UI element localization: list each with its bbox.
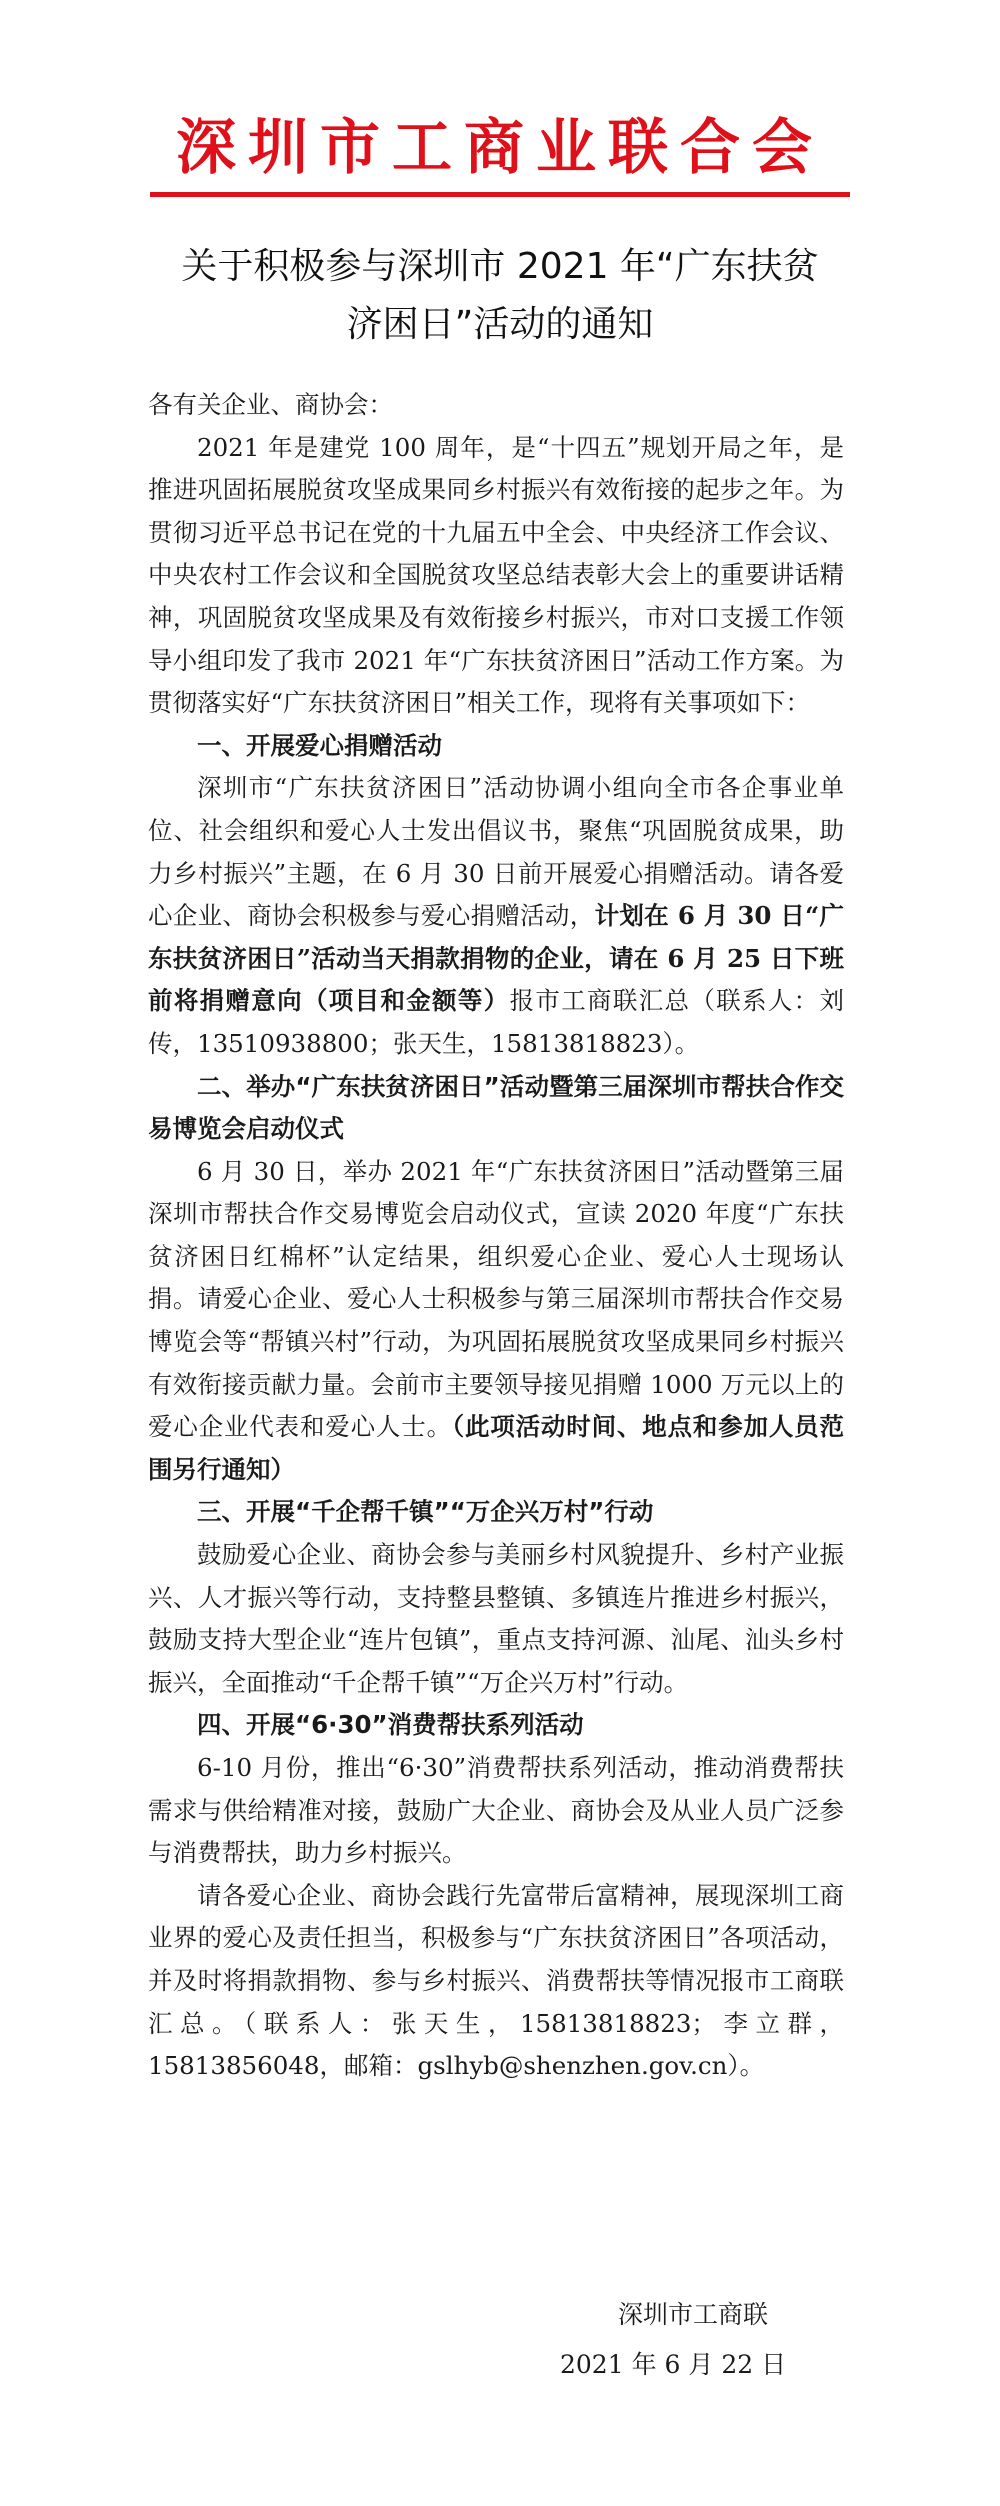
section-2-bold-text: （此项活动时间、地点和参加人员范围另行通知） [148,1412,845,1484]
signature-block [560,2290,860,2390]
signature-date: 2021 年 6 月 22 日 [560,2350,787,2379]
section-4-paragraph: 6-10 月份，推出“6·30”消费帮扶系列活动，推动消费帮扶需求与供给精准对接，鼓励广大企业、商协会及从业人员广泛参与消费帮扶，助力乡村振兴。 [148,1753,844,1868]
org-title: 深圳市工商业联合会 [176,113,824,183]
document-title-line-2: 济困日”活动的通知 [346,304,654,345]
intro-paragraph: 2021 年是建党 100 周年，是“十四五”规划开局之年，是推进巩固拓展脱贫攻坚成果同乡村振兴有效衔接的起步之年。为贯彻习近平总书记在党的十九届五中全会、中央经济工作会议、中央农村工作会议和全国脱贫攻坚总结表彰大会上的重要讲话精神，巩固脱贫攻坚成果及有效衔接乡村振兴，市对口支援工作领导小组印发了我市 2021 年“广东扶贫济困日”活动工作方案。为贯彻落实好“广东扶贫济困日”相关工作，现将有关事项如下： [148,432,844,718]
document-body [148,384,844,2088]
closing-paragraph: 请各爱心企业、商协会践行先富带后富精神，展现深圳工商业界的爱心及责任担当，积极参与“广东扶贫济困日”各项活动，并及时将捐款捐物、参与乡村振兴、消费帮扶等情况报市工商联汇总。（联系人：张天生，15813818823；李立群，15813856048，邮箱：gslhyb@shenzhen.gov.cn）。 [148,1880,844,2081]
document-title [160,238,840,354]
section-3-heading: 三、开展“千企帮千镇”“万企兴万村”行动 [197,1497,654,1527]
salutation: 各有关企业、商协会： [148,390,393,419]
section-4-heading: 四、开展“6·30”消费帮扶系列活动 [197,1710,584,1740]
section-2-paragraph [148,1151,844,1492]
signature-org: 深圳市工商联 [618,2300,769,2329]
section-2-heading: 二、举办“广东扶贫济困日”活动暨第三届深圳市帮扶合作交易博览会启动仪式 [148,1071,844,1144]
section-1-paragraph [148,767,844,1065]
red-divider [150,192,850,197]
document-title-line-1: 关于积极参与深圳市 2021 年“广东扶贫 [181,246,819,287]
section-3-paragraph: 鼓励爱心企业、商协会参与美丽乡村风貌提升、乡村产业振兴、人才振兴等行动，支持整县整镇、多镇连片推进乡村振兴，鼓励支持大型企业“连片包镇”，重点支持河源、汕尾、汕头乡村振兴，全面推动“千企帮千镇”“万企兴万村”行动。 [148,1540,844,1697]
section-1-text: 深圳市“广东扶贫济困日”活动协调小组向全市各企事业单位、社会组织和爱心人士发出倡议书，聚焦“巩固脱贫成果，助力乡村振兴”主题，在 6 月 30 日前开展爱心捐赠活动。请各爱心企业、商协会积极参与爱心捐赠活动， [148,773,844,931]
section-1-heading: 一、开展爱心捐赠活动 [197,730,442,760]
section-1-tail-text: 报市工商联汇总（联系人：刘传，13510938800；张天生，15813818823）。 [148,986,844,1058]
section-1-bold-text: 计划在 6 月 30 日“广东扶贫济困日”活动当天捐款捐物的企业，请在 6 月 25 日下班前将捐赠意向（项目和金额等） [148,901,844,1016]
section-2-text: 6 月 30 日，举办 2021 年“广东扶贫济困日”活动暨第三届深圳市帮扶合作交易博览会启动仪式，宣读 2020 年度“广东扶贫济困日红棉杯”认定结果，组织爱心企业、爱心人士现场认捐。请爱心企业、爱心人士积极参与第三届深圳市帮扶合作交易博览会等“帮镇兴村”行动，为巩固拓展脱贫攻坚成果同乡村振兴有效衔接贡献力量。会前市主要领导接见捐赠 1000 万元以上的爱心企业代表和爱心人士。 [148,1156,844,1442]
